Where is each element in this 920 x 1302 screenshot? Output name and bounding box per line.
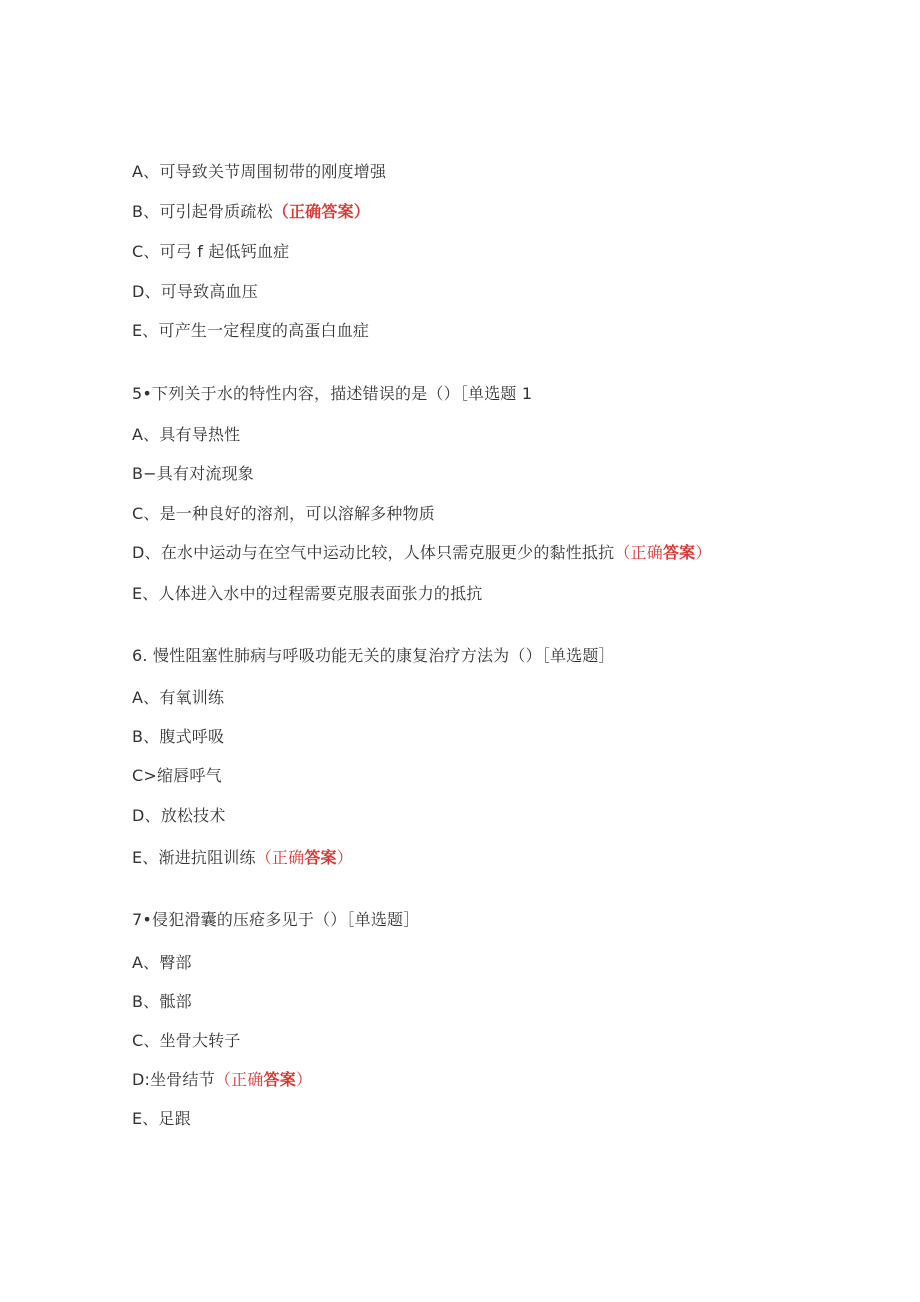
q7-option-a: A、臀部	[132, 953, 192, 972]
q6-option-b: B、腹式呼吸	[132, 727, 225, 746]
q4-option-d: D、可导致高血压	[132, 282, 258, 301]
q6-question: 6. 慢性阻塞性肺病与呼吸功能无关的康复治疗方法为（）［单选题］	[132, 646, 615, 665]
q7-option-e: E、足跟	[132, 1109, 191, 1128]
q6-option-e: E、渐进抗阻训练（正确答案）	[132, 848, 353, 867]
q4-option-b: B、可引起骨质疏松（正确答案）	[132, 202, 370, 221]
correct-answer-mark: （正确答案）	[255, 848, 353, 867]
correct-answer-mark: （正确答案）	[272, 202, 370, 221]
q4-option-c: C、可弓 f 起低钙血症	[132, 242, 290, 261]
q6-option-c: C>缩唇呼气	[132, 766, 222, 785]
q7-option-d: D:坐骨结节（正确答案）	[132, 1070, 313, 1089]
q6-option-a: A、有氧训练	[132, 688, 225, 707]
q5-option-e: E、人体进入水中的过程需要克服表面张力的抵抗	[132, 584, 483, 603]
q5-option-d: D、在水中运动与在空气中运动比较，人体只需克服更少的黏性抵抗（正确答案）	[132, 543, 712, 562]
q4-option-a: A、可导致关节周围韧带的刚度增强	[132, 162, 387, 181]
correct-answer-mark: （正确答案）	[614, 543, 712, 562]
q5-option-b: B−具有对流现象	[132, 464, 254, 483]
correct-answer-mark: （正确答案）	[214, 1070, 313, 1089]
q5-question: 5•下列关于水的特性内容，描述错误的是（）［单选题 1	[132, 384, 533, 403]
q7-option-c: C、坐骨大转子	[132, 1031, 241, 1050]
q7-question: 7•侵犯滑囊的压疮多见于（）［单选题］	[132, 910, 420, 929]
q7-option-b: B、骶部	[132, 992, 192, 1011]
q5-option-c: C、是一种良好的溶剂，可以溶解多种物质	[132, 504, 435, 523]
q4-option-e: E、可产生一定程度的高蛋白血症	[132, 321, 370, 340]
q6-option-d: D、放松技术	[132, 806, 226, 825]
q5-option-a: A、具有导热性	[132, 425, 241, 444]
